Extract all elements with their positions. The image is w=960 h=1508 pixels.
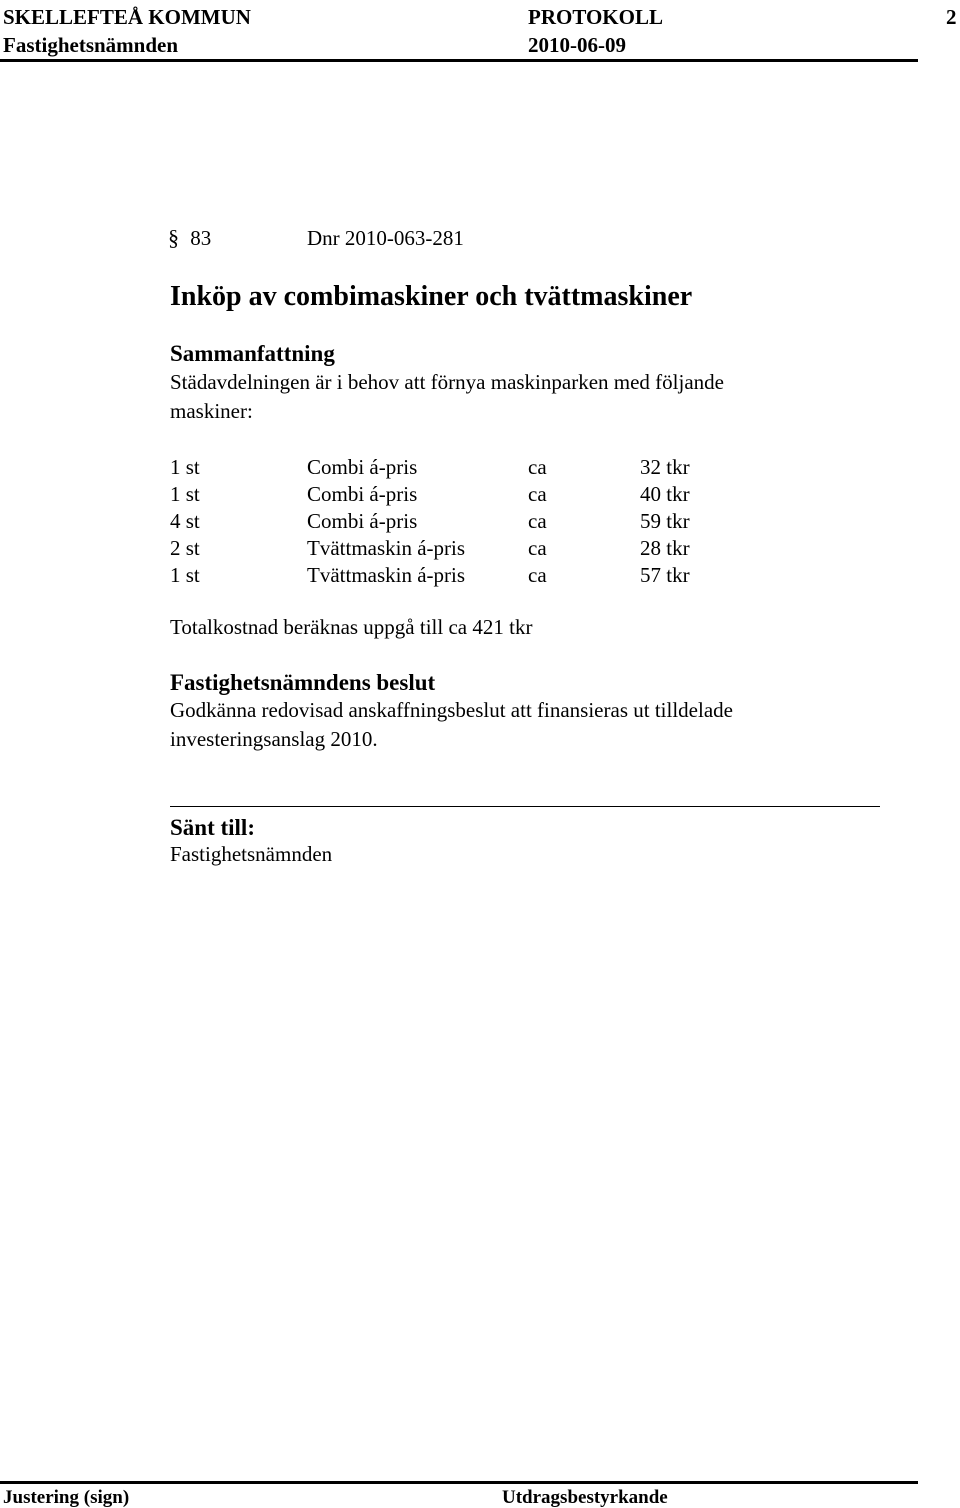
summary-text-line-1: Städavdelningen är i behov att förnya maskinparken med följande [170,370,724,394]
item-quantity: 1 st [170,482,200,506]
footer-utdragsbestyrkande: Utdragsbestyrkande [502,1487,668,1508]
item-amount: 32 tkr [640,455,690,479]
summary-text-line-2: maskiner: [170,399,253,423]
dnr-reference: Dnr 2010-063-281 [307,226,464,250]
item-amount: 40 tkr [640,482,690,506]
item-name: Combi á-pris [307,455,418,479]
page-title: Inköp av combimaskiner och tvättmaskiner [170,281,693,312]
section-paragraph [168,227,211,249]
item-name: Combi á-pris [307,509,418,533]
item-amount: 57 tkr [640,563,690,587]
item-amount: 28 tkr [640,536,690,560]
summary-heading: Sammanfattning [170,341,335,366]
item-approx: ca [528,509,547,533]
sent-to-recipient: Fastighetsnämnden [170,842,333,866]
item-quantity: 4 st [170,509,200,533]
decision-heading: Fastighetsnämndens beslut [170,670,436,695]
sent-to-heading: Sänt till: [170,815,255,840]
item-name: Combi á-pris [307,482,418,506]
item-name: Tvättmaskin á-pris [307,536,466,560]
item-quantity: 1 st [170,563,200,587]
section-number: 83 [190,226,212,250]
separator-line [170,806,880,807]
footer-rule [0,1481,918,1484]
header-rule [0,59,918,62]
item-quantity: 1 st [170,455,200,479]
paragraph-icon: § [168,225,179,250]
header-doc-type: PROTOKOLL [528,5,663,29]
item-quantity: 2 st [170,536,200,560]
item-amount: 59 tkr [640,509,690,533]
item-name: Tvättmaskin á-pris [307,563,466,587]
total-cost: Totalkostnad beräknas uppgå till ca 421 tkr [170,615,533,639]
header-date: 2010-06-09 [528,33,626,57]
item-approx: ca [528,536,547,560]
item-approx: ca [528,482,547,506]
decision-text-line-2: investeringsanslag 2010. [170,727,378,751]
footer-justering: Justering (sign) [3,1487,130,1508]
decision-text-line-1: Godkänna redovisad anskaffningsbeslut att finansieras ut tilldelade [170,698,733,722]
page-number: 2 [946,5,957,29]
item-approx: ca [528,563,547,587]
header-committee: Fastighetsnämnden [3,33,179,57]
item-approx: ca [528,455,547,479]
header-org: SKELLEFTEÅ KOMMUN [3,5,251,29]
